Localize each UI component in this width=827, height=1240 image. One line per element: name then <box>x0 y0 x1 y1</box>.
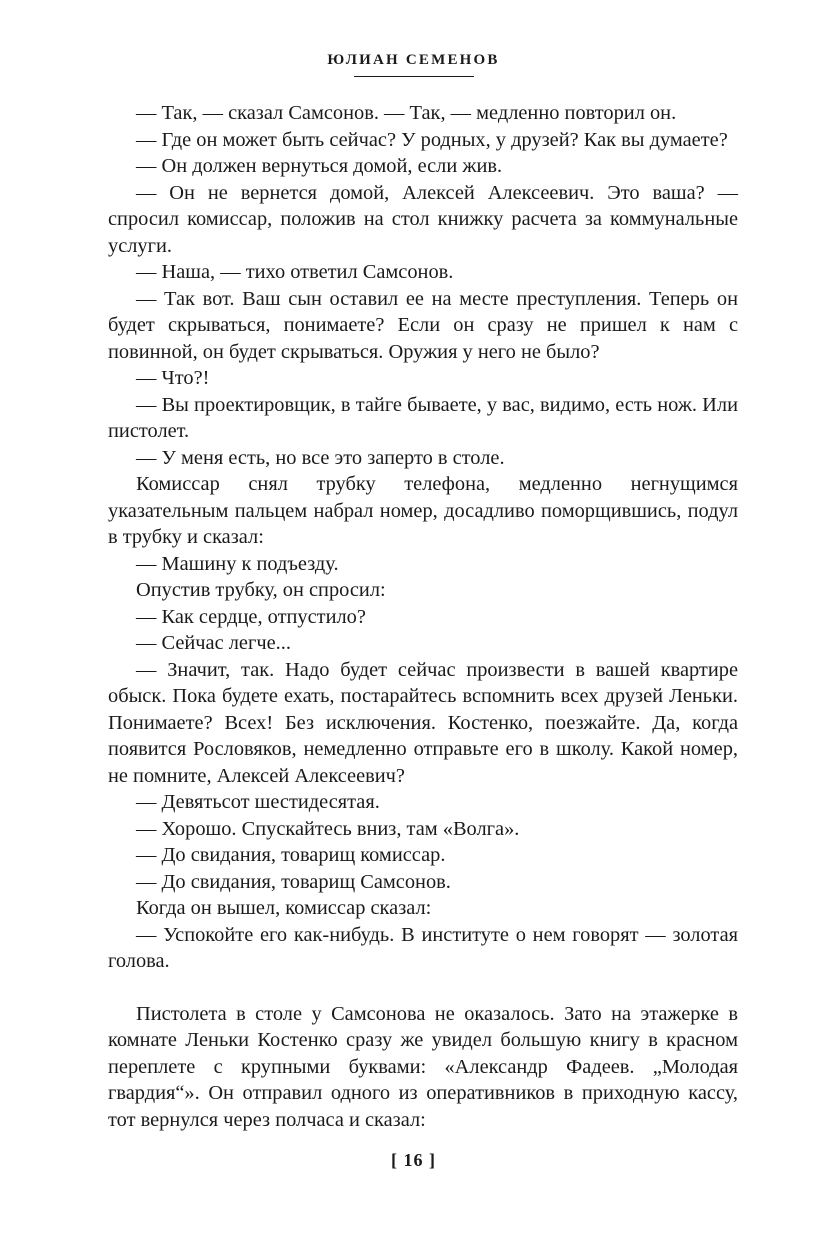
paragraph: Когда он вышел, комиссар сказал: <box>136 897 432 919</box>
paragraph: Комиссар снял трубку телефона, медленно негнущимся указательным пальцем набрал номер, досадливо поморщившись, подул в трубку и сказал: <box>108 473 744 548</box>
paragraph: — Наша, — тихо ответил Самсонов. <box>136 261 454 283</box>
paragraph: — До свидания, товарищ Самсонов. <box>136 870 451 893</box>
paragraph: — Он не вернется домой, Алексей Алексеевич. Это ваша? — спросил комиссар, положив на стол книжку расчета за коммунальные услуги. <box>108 181 744 257</box>
paragraph: — У меня есть, но все это заперто в столе. <box>136 446 505 469</box>
body-text <box>108 100 744 1133</box>
paragraph: — До свидания, товарищ комиссар. <box>136 844 446 866</box>
paragraph: — Что?! <box>136 367 210 389</box>
page-header <box>0 52 827 77</box>
paragraph: — Девятьсот шестидесятая. <box>136 791 380 813</box>
paragraph: — Успокойте его как-нибудь. В институте о нем говорят — золотая голова. <box>108 923 744 972</box>
paragraph: — Значит, так. Надо будет сейчас произвести в вашей квартире обыск. Пока будете ехать, постарайтесь вспомнить всех друзей Леньки. Понимаете? Всех! Без исключения. Костенко, поезжайте. Да, когда появится Рословяков, немедленно отправьте его в школу. Какой номер, не помните, Алексей Алексеевич? <box>108 658 744 787</box>
paragraph: — Машину к подъезду. <box>136 552 339 575</box>
paragraph: Опустив трубку, он спросил: <box>136 579 386 601</box>
page-number: [ 16 ] <box>391 1150 436 1170</box>
paragraph: — Сейчас легче... <box>136 632 291 654</box>
paragraph: — Где он может быть сейчас? У родных, у друзей? Как вы думаете? <box>136 128 728 151</box>
paragraph: — Так, — сказал Самсонов. — Так, — медленно повторил он. <box>136 102 677 124</box>
paragraph: Пистолета в столе у Самсонова не оказалось. Зато на этажерке в комнате Леньки Костенко сразу же увидел большую книгу в красном переплете с крупными буквами: «Александр Фадеев. „Молодая гвардия“». Он отправил одного из оперативников в приходную кассу, тот вернулся через полчаса и сказал: <box>108 1002 744 1131</box>
paragraph: — Вы проектировщик, в тайге бываете, у вас, видимо, есть нож. Или пистолет. <box>108 393 744 442</box>
paragraph: — Хорошо. Спускайтесь вниз, там «Волга». <box>136 817 520 840</box>
header-rule <box>354 76 474 77</box>
paragraph: — Он должен вернуться домой, если жив. <box>136 155 503 177</box>
paragraph: — Так вот. Ваш сын оставил ее на месте преступления. Теперь он будет скрываться, понимаете? Если он сразу не пришел к нам с повинной, он будет скрываться. Оружия у него не было? <box>108 287 744 363</box>
running-head: ЮЛИАН СЕМЕНОВ <box>327 52 500 68</box>
paragraph: — Как сердце, отпустило? <box>136 605 366 628</box>
